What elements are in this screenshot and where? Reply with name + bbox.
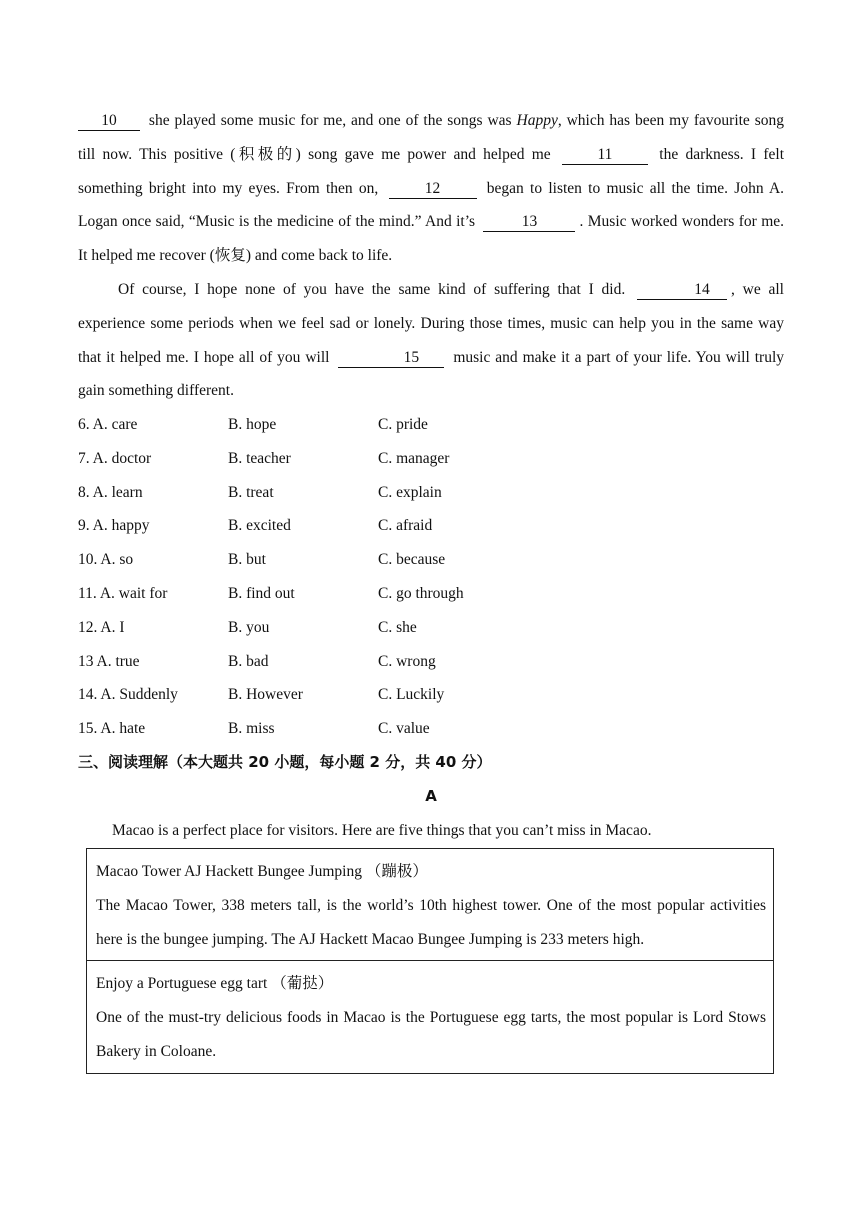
option-row bbox=[78, 645, 784, 679]
option-b[interactable]: B. but bbox=[228, 551, 266, 569]
option-b[interactable]: B. hope bbox=[228, 416, 277, 434]
options-list bbox=[78, 408, 784, 746]
blank-10[interactable]: 10 bbox=[78, 112, 140, 131]
option-c[interactable]: C. go through bbox=[378, 585, 464, 603]
option-row bbox=[78, 442, 784, 476]
paragraph-1-text-3: the darkness. I felt something bright into my eyes. From then on, bbox=[78, 145, 784, 197]
option-b[interactable]: B. excited bbox=[228, 517, 291, 535]
option-c[interactable]: C. Luckily bbox=[378, 686, 445, 704]
attraction-cell bbox=[87, 849, 773, 960]
blank-12[interactable]: 12 bbox=[389, 180, 477, 199]
option-row bbox=[78, 510, 784, 544]
option-b[interactable]: B. you bbox=[228, 618, 270, 636]
option-a[interactable]: 9. A. happy bbox=[78, 517, 150, 535]
blank-11[interactable]: 11 bbox=[562, 146, 648, 165]
section-title: 三、阅读理解（本大题共 20 小题，每小题 2 分，共 40 分） bbox=[78, 753, 492, 772]
attraction-cell bbox=[87, 960, 773, 1072]
option-c[interactable]: C. pride bbox=[378, 416, 428, 434]
paragraph-2-text-2: , we all experience some periods when we feel sad or lonely. During those times, music can help you in the same way that it helped me. I hope all of you will bbox=[78, 280, 784, 366]
option-a[interactable]: 10. A. so bbox=[78, 551, 134, 569]
option-c[interactable]: C. because bbox=[378, 551, 446, 569]
option-c[interactable]: C. she bbox=[378, 618, 417, 636]
option-b[interactable]: B. teacher bbox=[228, 449, 291, 467]
option-a[interactable]: 8. A. learn bbox=[78, 483, 143, 501]
attraction-heading: Macao Tower AJ Hackett Bungee Jumping （蹦极） bbox=[96, 863, 428, 880]
paragraph-1-text-1: she played some music for me, and one of the songs was bbox=[148, 112, 517, 129]
blank-14[interactable]: 14 bbox=[637, 281, 727, 300]
option-a[interactable]: 6. A. care bbox=[78, 416, 138, 434]
blank-15[interactable]: 15 bbox=[338, 349, 444, 368]
option-a[interactable]: 13 A. true bbox=[78, 652, 140, 670]
page-content bbox=[78, 104, 784, 848]
paragraph-1-text-4: began to listen to music all the time. John A. Logan once said, “Music is the medicine of the mind.” And it’s bbox=[78, 179, 785, 231]
song-title: Happy bbox=[516, 112, 558, 129]
passage-intro: Macao is a perfect place for visitors. Here are five things that you can’t miss in Macao. bbox=[112, 821, 652, 839]
paragraph-2-text-1: Of course, I hope none of you have the same kind of suffering that I did. bbox=[118, 280, 626, 298]
paragraph-1-text-2: , which has been my favourite song till now. This positive (积极的) song gave me power and helped me bbox=[78, 112, 785, 163]
option-row bbox=[78, 679, 784, 713]
option-b[interactable]: B. miss bbox=[228, 720, 275, 738]
option-row bbox=[78, 712, 784, 746]
attractions-table bbox=[86, 848, 774, 1074]
option-a[interactable]: 7. A. doctor bbox=[78, 449, 152, 467]
option-row bbox=[78, 408, 784, 442]
option-a[interactable]: 15. A. hate bbox=[78, 720, 146, 738]
paragraph-1 bbox=[78, 104, 784, 273]
option-row bbox=[78, 543, 784, 577]
option-c[interactable]: C. value bbox=[378, 720, 430, 738]
option-c[interactable]: C. wrong bbox=[378, 652, 436, 670]
option-row bbox=[78, 611, 784, 645]
option-c[interactable]: C. manager bbox=[378, 449, 450, 467]
option-c[interactable]: C. explain bbox=[378, 483, 442, 501]
paragraph-1-text-5: . Music worked wonders for me. It helped me recover (恢复) and come back to life. bbox=[78, 213, 784, 265]
option-a[interactable]: 12. A. I bbox=[78, 618, 125, 636]
option-c[interactable]: C. afraid bbox=[378, 517, 433, 535]
option-b[interactable]: B. find out bbox=[228, 585, 295, 603]
option-b[interactable]: B. treat bbox=[228, 483, 274, 501]
attraction-body: One of the must-try delicious foods in Macao is the Portuguese egg tarts, the most popular is Lord Stows Bakery in Coloane. bbox=[96, 1009, 766, 1060]
paragraph-2 bbox=[78, 273, 784, 408]
option-row bbox=[78, 476, 784, 510]
option-a[interactable]: 14. A. Suddenly bbox=[78, 686, 178, 704]
option-b[interactable]: B. However bbox=[228, 686, 303, 704]
option-b[interactable]: B. bad bbox=[228, 652, 269, 670]
attraction-heading: Enjoy a Portuguese egg tart （葡挞） bbox=[96, 975, 334, 993]
passage-label: A bbox=[425, 786, 437, 805]
paragraph-2-text-3: music and make it a part of your life. You will truly gain something different. bbox=[78, 348, 784, 400]
blank-13[interactable]: 13 bbox=[483, 213, 575, 232]
option-a[interactable]: 11. A. wait for bbox=[78, 585, 168, 603]
option-row bbox=[78, 577, 784, 611]
attraction-body: The Macao Tower, 338 meters tall, is the world’s 10th highest tower. One of the most popular activities here is the bungee jumping. The AJ Hackett Macao Bungee Jumping is 233 meters high. bbox=[96, 896, 766, 948]
